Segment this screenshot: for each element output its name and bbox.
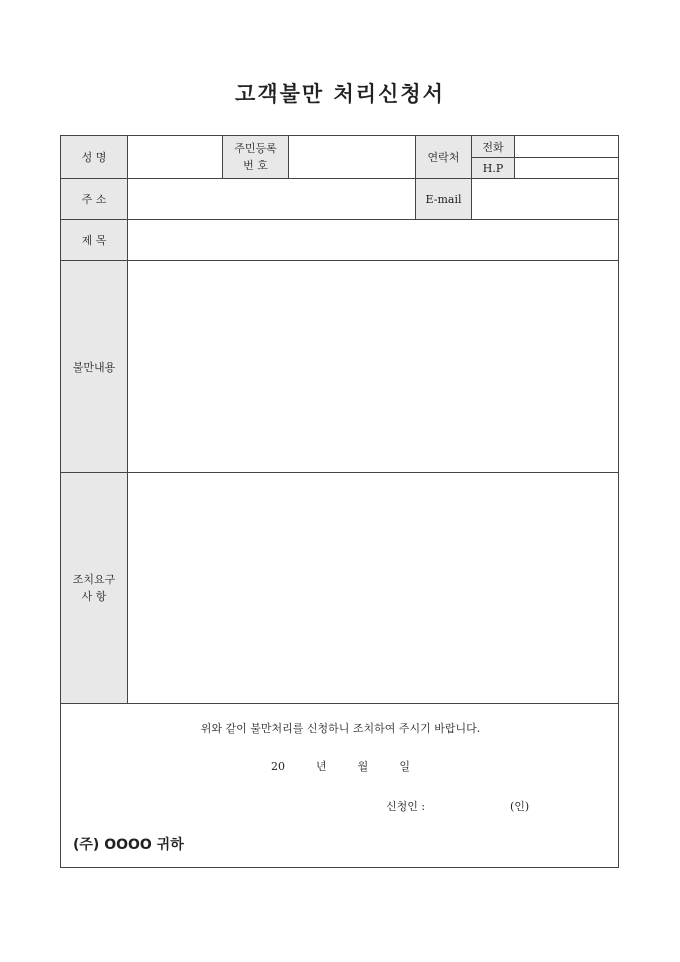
complaint-label: 불만내용 xyxy=(61,261,127,472)
address-field[interactable] xyxy=(128,179,415,219)
name-label: 성 명 xyxy=(61,136,127,178)
complaint-field[interactable] xyxy=(128,261,618,472)
column-divider xyxy=(288,136,289,178)
row-divider xyxy=(472,157,618,158)
action-request-field[interactable] xyxy=(128,473,618,703)
row-divider xyxy=(61,178,618,179)
applicant-label: 신청인 : xyxy=(386,800,426,813)
resident-number-field[interactable] xyxy=(289,136,415,178)
row-divider xyxy=(61,219,618,220)
action-request-label xyxy=(61,473,127,703)
phone-field[interactable] xyxy=(515,136,618,157)
column-divider xyxy=(415,136,416,219)
date-line xyxy=(61,758,620,774)
date-year: 20 xyxy=(271,760,286,773)
request-statement: 위와 같이 불만처리를 신청하니 조치하여 주시기 바랍니다. xyxy=(200,722,481,735)
column-divider xyxy=(514,136,515,178)
seal-mark: (인) xyxy=(510,800,530,813)
subject-field[interactable] xyxy=(128,220,618,260)
row-divider xyxy=(61,703,618,704)
name-field[interactable] xyxy=(128,136,222,178)
row-divider xyxy=(61,260,618,261)
column-divider xyxy=(127,136,128,703)
form-title: 고객불만 처리신청서 xyxy=(235,81,445,106)
action-request-label-line1: 조치요구 xyxy=(72,573,116,586)
column-divider xyxy=(471,136,472,219)
complaint-form xyxy=(60,135,619,868)
resident-number-label-line1: 주민등록 xyxy=(234,142,277,155)
resident-number-label-line2: 번 호 xyxy=(243,159,268,172)
subject-label: 제 목 xyxy=(61,220,127,260)
date-month-unit: 월 xyxy=(357,760,369,773)
mobile-label: H.P xyxy=(472,158,514,178)
contact-label: 연락처 xyxy=(416,136,471,178)
row-divider xyxy=(61,472,618,473)
date-year-unit: 년 xyxy=(316,760,327,773)
mobile-field[interactable] xyxy=(515,158,618,178)
addressee: (주) OOOO 귀하 xyxy=(73,837,184,853)
column-divider xyxy=(222,136,223,178)
resident-number-label xyxy=(223,136,288,178)
address-label: 주 소 xyxy=(61,179,127,219)
action-request-label-line2: 사 항 xyxy=(81,590,107,603)
email-field[interactable] xyxy=(472,179,618,219)
phone-label: 전화 xyxy=(472,136,514,157)
date-day-unit: 일 xyxy=(399,760,410,773)
email-label: E-mail xyxy=(416,179,471,219)
